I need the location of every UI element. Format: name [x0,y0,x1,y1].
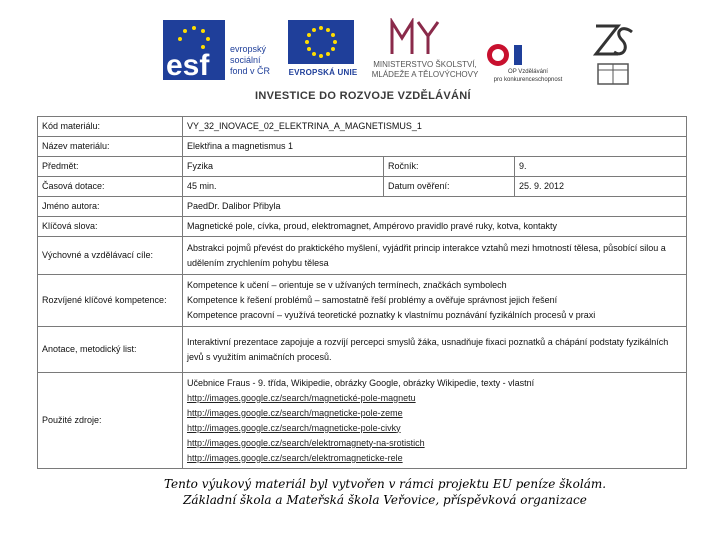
material-info-table [37,116,687,469]
autor-value: PaedDr. Dalibor Přibyla [183,197,687,217]
source-link[interactable]: http://images.google.cz/search/magneticke-pole-civky [187,422,401,433]
source-link[interactable]: http://images.google.cz/search/elektromagneticke-rele [187,452,403,463]
kod-value: VY_32_INOVACE_02_ELEKTRINA_A_MAGNETISMUS_1 [183,117,687,137]
esf-text-3: fond v ČR [230,66,271,76]
esf-logo [163,20,225,80]
cil-label: Výchovné a vzdělávací cíle: [38,237,183,275]
msmt-logo-icon [388,18,440,58]
row-klicova-slova [38,217,687,237]
source-link[interactable]: http://images.google.cz/search/magnetické-pole-magnetu [187,392,416,403]
klic-label: Klíčová slova: [38,217,183,237]
rocnik-label: Ročník: [384,157,515,177]
msmt-text-2: MLÁDEŽE A TĚLOVÝCHOVY [371,70,479,79]
anot-value: Interaktivní prezentace zapojuje a rozvíjí percepci smyslů žáka, usnadňuje fixaci poznatků a chápání podstaty fyzikálních jevů s využitím animačních procesů. [183,327,687,373]
nazev-value: Elektřina a magnetismus 1 [183,137,687,157]
op-caption [478,68,578,84]
predmet-value: Fyzika [183,157,384,177]
datum-label: Datum ověření: [384,177,515,197]
op-text-2: pro konkurenceschopnost [493,77,563,83]
school-logo-icon [588,18,638,90]
zdroje-value [183,373,687,469]
row-kod [38,117,687,137]
row-predmet [38,157,687,177]
row-zdroje [38,373,687,469]
klic-value: Magnetické pole, cívka, proud, elektromagnet, Ampérovo pravidlo pravé ruky, kotva, kontakty [183,217,687,237]
msmt-text-1: MINISTERSTVO ŠKOLSTVÍ, [373,60,477,69]
predmet-label: Předmět: [38,157,183,177]
eu-flag-icon [288,20,354,64]
anot-label: Anotace, metodický list: [38,327,183,373]
kod-label: Kód materiálu: [38,117,183,137]
row-dotace [38,177,687,197]
nazev-label: Název materiálu: [38,137,183,157]
komp-line: Kompetence pracovní – využívá teoretické poznatky k vlastnímu poznávání fyzikálních procesů v praxi [187,310,596,320]
komp-line: Kompetence k řešení problémů – samostatně řeší problémy a ověřuje správnost jejich řešení [187,295,558,305]
row-kompetence [38,275,687,327]
rocnik-value: 9. [515,157,687,177]
dotace-label: Časová dotace: [38,177,183,197]
footer-line-2: Základní škola a Mateřská škola Veřovice, příspěvková organizace [183,493,587,507]
komp-line: Kompetence k učení – orientuje se v užívaných termínech, značkách symbolech [187,280,507,290]
komp-value [183,275,687,327]
esf-text-2: sociální [230,55,261,65]
eu-caption: EVROPSKÁ UNIE [288,68,358,77]
row-anotace [38,327,687,373]
row-nazev [38,137,687,157]
op-text-1: OP Vzdělávání [508,69,548,75]
esf-letters: esf [166,49,210,80]
komp-label: Rozvíjené klíčové kompetence: [38,275,183,327]
footer-line-1: Tento výukový materiál byl vytvořen v rámci projektu EU peníze školám. [163,477,607,491]
logo-header [0,0,720,110]
esf-text-1: evropský [230,44,267,54]
row-cile [38,237,687,275]
msmt-caption [370,60,480,80]
zdroje-intro: Učebnice Fraus - 9. třída, Wikipedie, obrázky Google, obrázky Wikipedie, texty - vlastní [187,377,535,388]
esf-caption [230,44,285,77]
source-link[interactable]: http://images.google.cz/search/elektromagnety-na-srotistich [187,437,425,448]
source-link[interactable]: http://images.google.cz/search/magneticke-pole-zeme [187,407,403,418]
zdroje-label: Použité zdroje: [38,373,183,469]
row-autor [38,197,687,217]
dotace-value: 45 min. [183,177,384,197]
banner-investice: INVESTICE DO ROZVOJE VZDĚLÁVÁNÍ [255,90,471,102]
footer-note [150,476,620,508]
cil-value: Abstrakci pojmů převést do praktického myšlení, vyjádřit princip interakce vztahů mezi hmotností tělesa, působící silou a udělením zrychlením pohybu tělesa [183,237,687,275]
datum-value: 25. 9. 2012 [515,177,687,197]
autor-label: Jméno autora: [38,197,183,217]
